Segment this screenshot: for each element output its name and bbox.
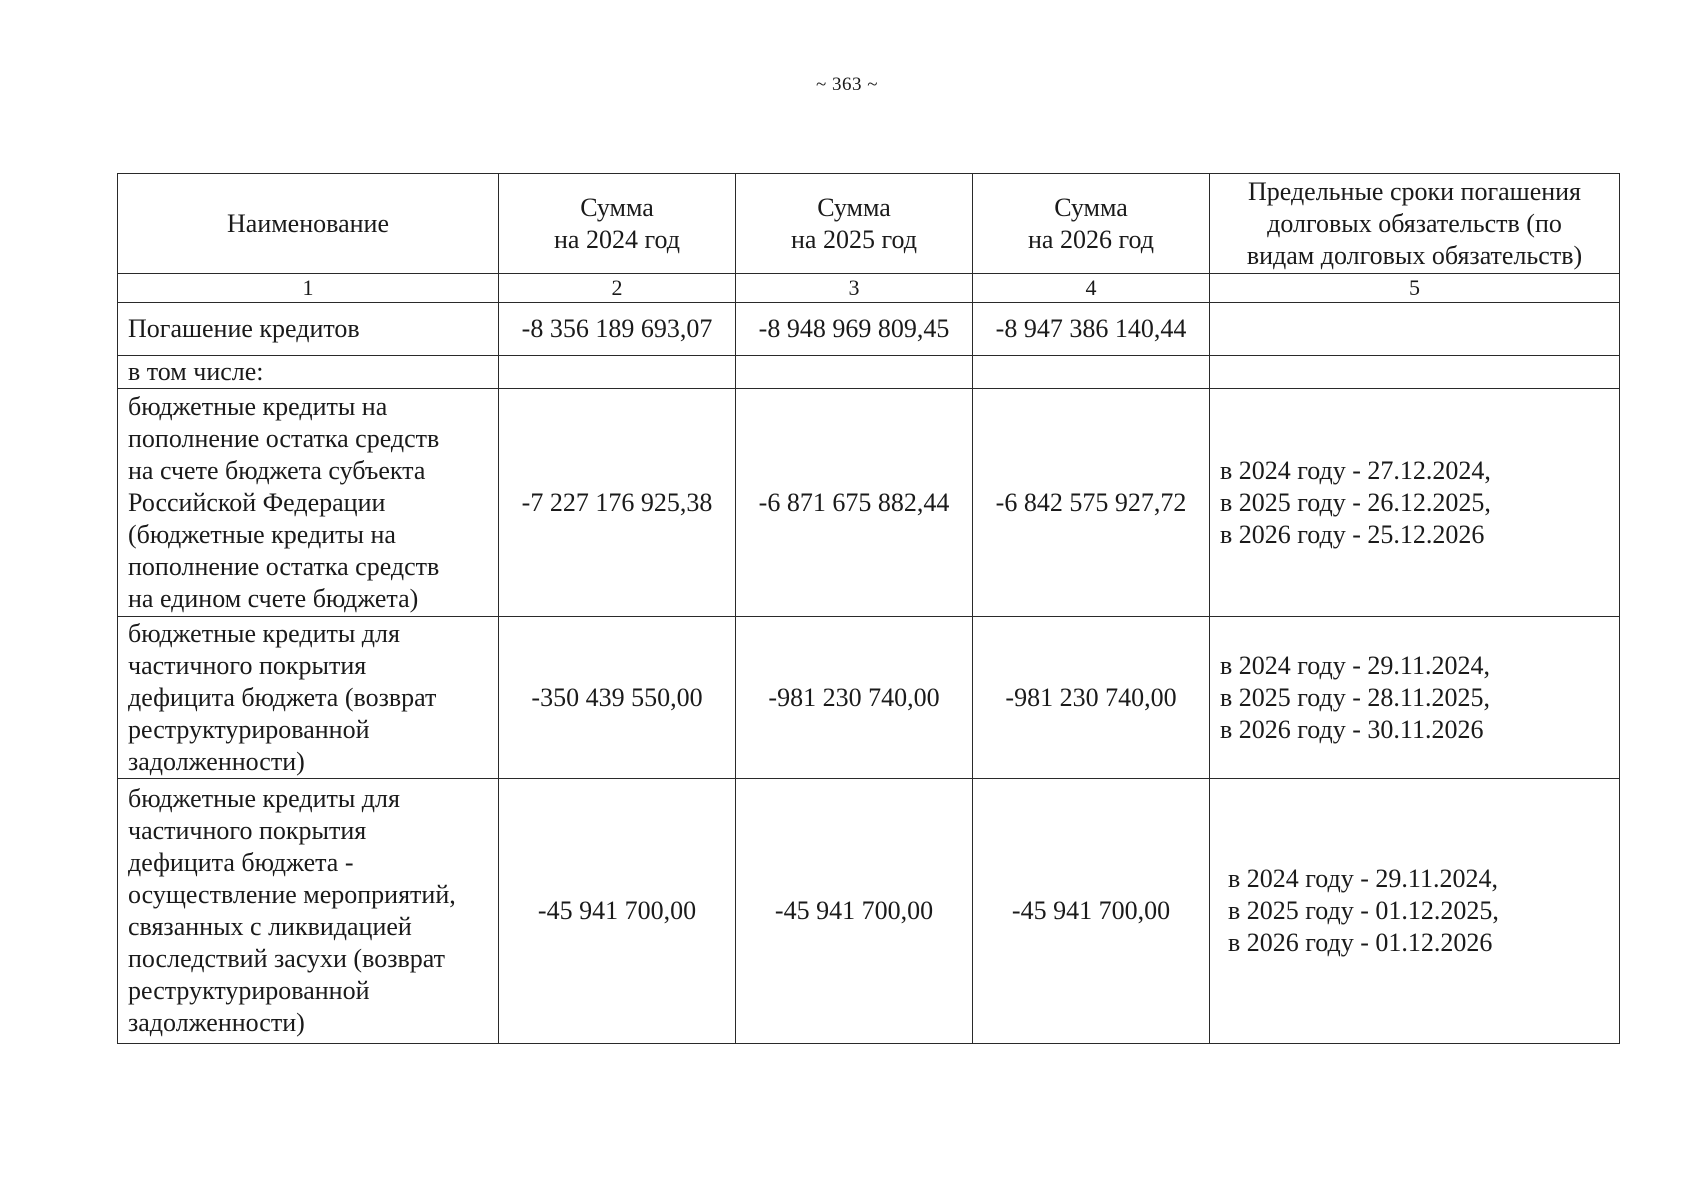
row-drought-sum-2024: -45 941 700,00 — [499, 779, 736, 1044]
row-including-sum-2025 — [736, 356, 973, 389]
row-balance-term-2: в 2025 году - 26.12.2025, — [1220, 487, 1491, 517]
row-drought-term-2: в 2025 году - 01.12.2025, — [1228, 896, 1499, 925]
row-total-sum-2024: -8 356 189 693,07 — [499, 303, 736, 356]
header-terms-line-1: Предельные сроки погашения — [1247, 176, 1582, 206]
row-deficit-term-3: в 2026 году - 30.11.2026 — [1220, 714, 1484, 744]
row-balance-name-line-2: пополнение остатка средств — [128, 423, 440, 453]
row-balance-terms — [1210, 389, 1620, 617]
row-drought-name-line-8: задолженности) — [128, 1008, 305, 1037]
row-drought-name-line-7: реструктурированной — [128, 976, 370, 1005]
column-number-1: 1 — [118, 274, 499, 303]
row-total-sum-2026: -8 947 386 140,44 — [973, 303, 1210, 356]
header-terms — [1210, 174, 1620, 274]
row-total-terms — [1210, 303, 1620, 356]
row-deficit-term-1: в 2024 году - 29.11.2024, — [1220, 650, 1490, 680]
row-deficit-terms — [1210, 617, 1620, 779]
row-balance-name-line-5: (бюджетные кредиты на — [128, 519, 396, 549]
column-number-5: 5 — [1210, 274, 1620, 303]
row-balance-term-1: в 2024 году - 27.12.2024, — [1220, 455, 1491, 485]
row-including-terms — [1210, 356, 1620, 389]
row-drought-terms — [1210, 779, 1620, 1044]
row-balance-sum-2026: -6 842 575 927,72 — [973, 389, 1210, 617]
row-drought-name-line-6: последствий засухи (возврат — [128, 944, 445, 973]
header-sum-2025-line-1: Сумма — [817, 192, 891, 222]
row-total-sum-2025: -8 948 969 809,45 — [736, 303, 973, 356]
row-deficit-sum-2026: -981 230 740,00 — [973, 617, 1210, 779]
column-number-4: 4 — [973, 274, 1210, 303]
table-row-including — [118, 356, 1620, 389]
row-total-name — [118, 303, 499, 356]
column-number-3: 3 — [736, 274, 973, 303]
header-terms-line-3: видам долговых обязательств) — [1246, 240, 1583, 270]
row-deficit-name-line-5: задолженности) — [128, 746, 305, 776]
header-sum-2024-line-1: Сумма — [580, 192, 654, 222]
row-deficit-name-line-3: дефицита бюджета (возврат — [128, 682, 437, 712]
row-deficit-name-line-2: частичного покрытия — [128, 650, 367, 680]
row-balance-sum-2024: -7 227 176 925,38 — [499, 389, 736, 617]
header-sum-2025 — [736, 174, 973, 274]
header-sum-2025-line-2: на 2025 год — [791, 224, 917, 254]
table-row-balance-credits — [118, 389, 1620, 617]
row-including-sum-2026 — [973, 356, 1210, 389]
row-balance-term-3: в 2026 году - 25.12.2026 — [1220, 519, 1485, 549]
row-including-sum-2024 — [499, 356, 736, 389]
table-row-total — [118, 303, 1620, 356]
column-number-row — [118, 274, 1620, 303]
row-drought-name-line-2: частичного покрытия — [128, 816, 367, 845]
row-drought-sum-2025: -45 941 700,00 — [736, 779, 973, 1044]
row-total-name-line-1: Погашение кредитов — [128, 314, 360, 343]
row-deficit-sum-2024: -350 439 550,00 — [499, 617, 736, 779]
row-drought-name-line-1: бюджетные кредиты для — [128, 784, 400, 813]
row-drought-term-3: в 2026 году - 01.12.2026 — [1228, 928, 1493, 957]
row-including-name-line-1: в том числе: — [128, 357, 264, 386]
header-sum-2026 — [973, 174, 1210, 274]
debt-repayment-table — [117, 173, 1620, 1044]
header-sum-2024 — [499, 174, 736, 274]
row-deficit-term-2: в 2025 году - 28.11.2025, — [1220, 682, 1490, 712]
table-row-drought-credits — [118, 779, 1620, 1044]
header-name: Наименование — [118, 174, 499, 274]
row-including-name — [118, 356, 499, 389]
row-deficit-name-line-4: реструктурированной — [128, 714, 370, 744]
header-sum-2026-line-1: Сумма — [1054, 192, 1128, 222]
row-balance-name-line-6: пополнение остатка средств — [128, 551, 440, 581]
row-balance-name-line-3: на счете бюджета субъекта — [128, 455, 426, 485]
page-number: ~ 363 ~ — [815, 74, 879, 95]
header-sum-2026-line-2: на 2026 год — [1028, 224, 1154, 254]
row-drought-term-1: в 2024 году - 29.11.2024, — [1228, 864, 1498, 893]
row-deficit-name-line-1: бюджетные кредиты для — [128, 618, 400, 648]
header-terms-line-2: долговых обязательств (по — [1267, 208, 1562, 238]
row-deficit-sum-2025: -981 230 740,00 — [736, 617, 973, 779]
row-balance-sum-2025: -6 871 675 882,44 — [736, 389, 973, 617]
row-balance-name — [118, 389, 499, 617]
row-balance-name-line-1: бюджетные кредиты на — [128, 391, 388, 421]
column-number-2: 2 — [499, 274, 736, 303]
row-drought-name-line-4: осуществление мероприятий, — [128, 880, 456, 909]
row-drought-name — [118, 779, 499, 1044]
row-balance-name-line-4: Российской Федерации — [128, 487, 386, 517]
table-header-row — [118, 174, 1620, 274]
header-sum-2024-line-2: на 2024 год — [554, 224, 680, 254]
row-balance-name-line-7: на едином счете бюджета) — [128, 583, 419, 613]
table-row-deficit-credits — [118, 617, 1620, 779]
row-drought-name-line-5: связанных с ликвидацией — [128, 912, 412, 941]
row-drought-sum-2026: -45 941 700,00 — [973, 779, 1210, 1044]
row-drought-name-line-3: дефицита бюджета - — [128, 848, 354, 877]
row-deficit-name — [118, 617, 499, 779]
